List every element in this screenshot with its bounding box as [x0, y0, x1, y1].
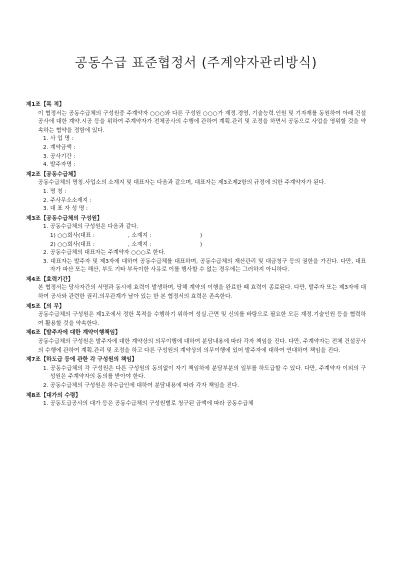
article-3-item: 1. 공동수급체의 구성원은 다음과 같다. — [43, 224, 139, 231]
article-3-subitem — [26, 241, 366, 250]
article-1-heading: 제1조【목 적】 — [26, 102, 65, 108]
member-location: , 소재지 : — [128, 241, 152, 248]
article-3-item: 2. 공동수급체의 대표자는 주계약자 ○○○로 한다. — [43, 250, 166, 257]
article-7-item: 2. 공동수급체의 구성원은 하수급인에 대하여 분담내용에 따라 각자 책임을 진다. — [43, 383, 240, 389]
article-4-paragraph: 본 협정서는 당사자간의 서명과 동시에 효력이 발생하며, 당해 계약의 이행을 완료한 때 효력이 종료된다. 다만, 발주자 또는 제3자에 대하여 공사와 관련한 권리․의무관계가 남아 있는 한 본 협정서의 효력은 존속한다. — [38, 285, 366, 301]
document-body — [26, 101, 366, 409]
article-3-subitem — [26, 232, 366, 241]
member-label: 2) ○○회사(대표 : — [50, 241, 95, 248]
article-1-paragraph: 이 협정서는 공동수급체의 구성원중 주계약자 ○○○와 다른 구성원 ○○○가 재정․경영, 기술능력․인원 및 기자재를 동원하여 아래 건설공사에 대한 계약․시공 등을 위하여 주계약자가 전체공사의 수행에 관하여 계획․관리 및 조정을 하면서 공동으로 사업을 영위할 것을 약속하는 협약을 정함에 있다. — [38, 110, 366, 134]
article-8-heading: 제8조【대가의 수령】 — [26, 392, 81, 399]
article-2-paragraph: 공동수급체의 명칭․사업소의 소재지 및 대표자는 다음과 같으며, 대표자는 제3조제2항의 규정에 의한 주계약자가 된다. — [38, 180, 326, 187]
document-title: 공동수급 표준협정서 (주계약자관리방식) — [74, 56, 318, 71]
article-1-item: 2. 계약금액 : — [43, 144, 76, 151]
article-1-item: 4. 발주자명 : — [43, 162, 76, 169]
article-3-heading: 제3조【공동수급체의 구성원】 — [26, 215, 103, 222]
member-location: , 소재지 : — [128, 232, 152, 239]
article-7-heading: 제7조【하도급 등에 관한 각 구성원의 책임】 — [26, 357, 138, 364]
article-2-item: 2. 주사무소소재지 : — [43, 197, 92, 204]
article-3-item: 3. 대표자는 발주자 및 제3자에 대하여 공동수급체를 대표하며, 공동수급체의 재산관리 및 대금청구 등의 권한을 가진다. 다만, 대표자가 파산 또는 해산, 부도 기타 부득이한 사유로 이를 행사할 수 없는 경우에는 그러하지 아니하다. — [43, 258, 366, 274]
article-2-heading: 제2조【공동수급체】 — [26, 171, 79, 178]
article-5-paragraph: 공동수급체의 구성원은 제1조에서 정한 목적을 수행하기 위하여 성실․근면 및 신의를 바탕으로 필요한 모든 재정․기술인원 등을 협력하여 활용할 것을 약속한다. — [38, 312, 366, 327]
member-label: 1) ○○회사(대표 : — [50, 232, 95, 239]
article-1-item: 3. 공사기간 : — [43, 153, 76, 160]
member-close: ) — [200, 241, 203, 248]
article-6-heading: 제6조【발주자에 대한 계약이행책임】 — [26, 330, 121, 337]
article-4-heading: 제4조【효력기간】 — [26, 276, 74, 283]
article-5-heading: 제5조【의 무】 — [26, 303, 65, 310]
article-7-item: 1. 공동수급체의 각 구성원은 다른 구성원의 동의없이 자기 책임하에 분담부분의 일부를 하도급할 수 있다. 다만, 주계약자 이외의 구성원은 주계약자의 동의를 받아야 한다. — [43, 365, 366, 381]
article-6-paragraph: 공동수급체의 구성원은 발주자에 대한 계약상의 의무이행에 대하여 분담내용에 따라 각자 책임을 진다. 다만, 주계약자는 전체 건설공사의 수행에 관하여 계획․관리 및 조정을 하고 다른 구성원의 계약상의 의무이행에 있어 발주자에 대하여 연대하여 책임을 진다. — [38, 339, 366, 354]
article-2-item: 1. 명 칭 : — [43, 188, 67, 195]
member-close: ) — [200, 232, 203, 239]
article-1-item: 1. 사 업 명 : — [43, 136, 74, 143]
article-2-item: 3. 대 표 자 성 명 : — [43, 206, 88, 213]
article-8-item: 1. 공동도급공사의 대가 등은 공동수급체의 구성원별로 청구된 금액에 따라 공동수급체 — [43, 401, 254, 408]
